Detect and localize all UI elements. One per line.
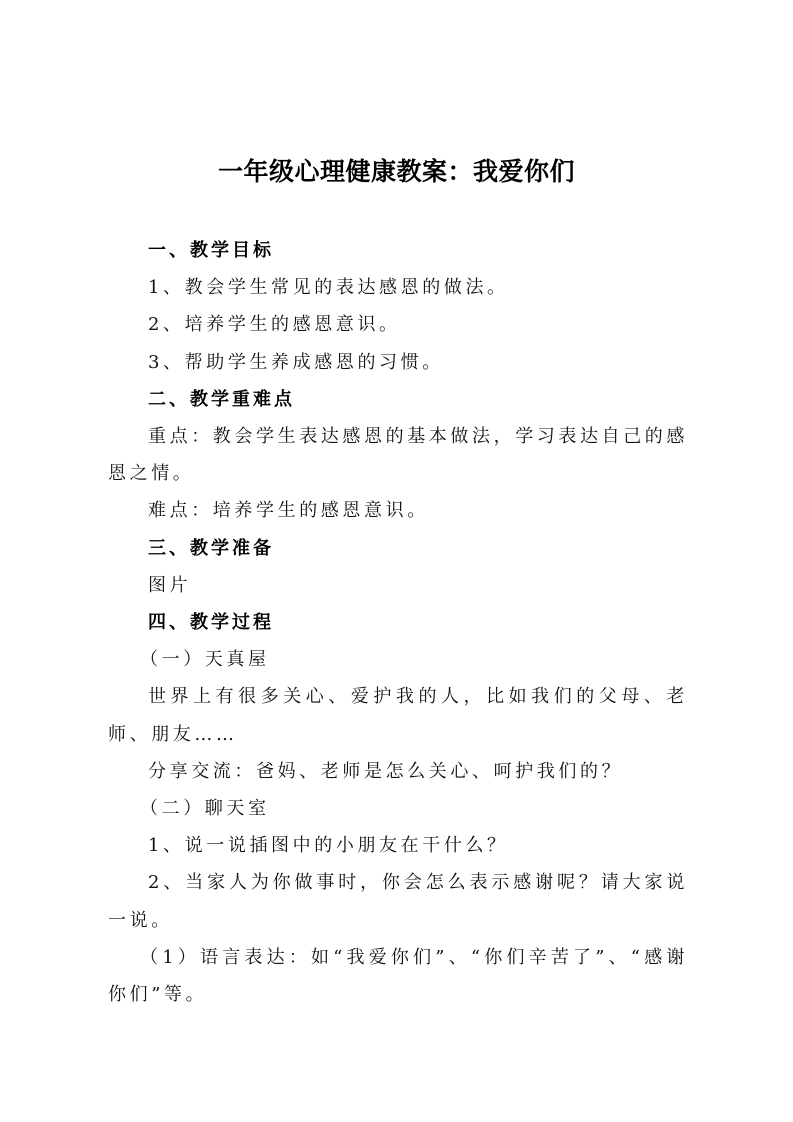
document-body [108,232,688,1013]
paragraph: 2、培养学生的感恩意识。 [148,314,401,336]
paragraph: 难点：培养学生的感恩意识。 [148,500,429,522]
paragraph: 1、说一说插图中的小朋友在干什么？ [148,835,509,857]
paragraph: 3、帮助学生养成感恩的习惯。 [148,351,444,373]
paragraph: 2、当家人为你做事时，你会怎么表示感谢呢？请大家说一说。 [108,872,688,931]
document-title: 一年级心理健康教案：我爱你们 [217,157,575,186]
paragraph: 世界上有很多关心、爱护我的人，比如我们的父母、老师、朋友…… [108,686,688,745]
paragraph: 图片 [148,574,192,596]
paragraph: 1、教会学生常见的表达感恩的做法。 [148,277,509,299]
section-heading-process: 四、教学过程 [148,612,274,634]
paragraph: （1）语言表达：如“我爱你们”、“你们辛苦了”、“感谢你们”等。 [108,946,688,1006]
paragraph: 分享交流：爸妈、老师是怎么关心、呵护我们的？ [148,760,624,782]
section-heading-key-points: 二、教学重难点 [148,388,295,410]
section-heading-preparation: 三、教学准备 [148,537,274,559]
subsection-heading: （一）天真屋 [140,649,270,671]
paragraph: 重点：教会学生表达感恩的基本做法，学习表达自己的感恩之情。 [108,426,688,485]
subsection-heading: （二）聊天室 [140,798,270,820]
section-heading-objectives: 一、教学目标 [148,240,274,261]
